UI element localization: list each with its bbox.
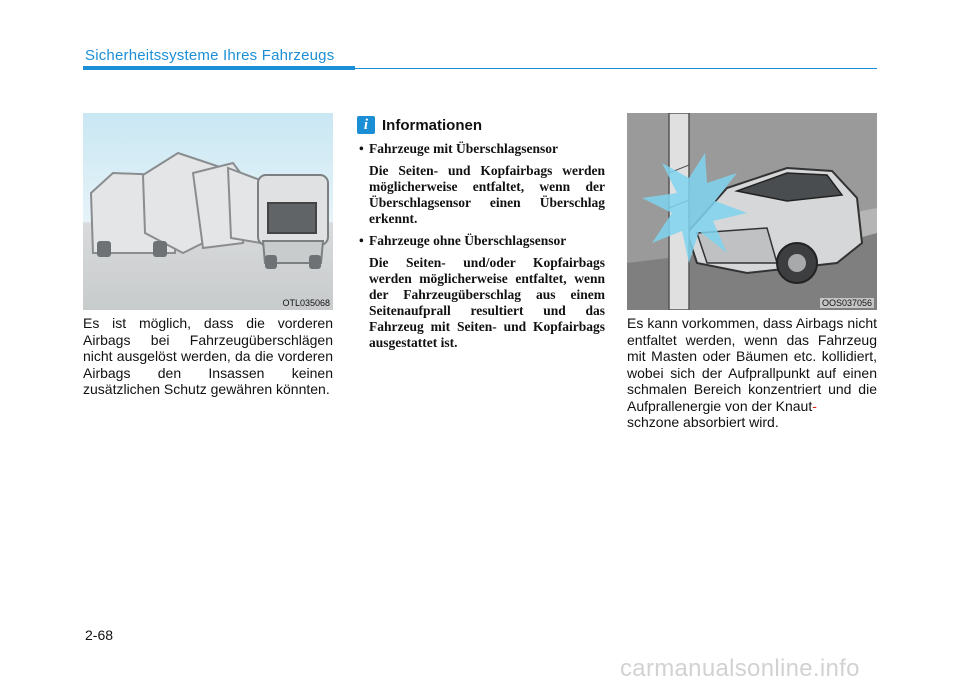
info-item-label: • Fahrzeuge ohne Überschlagsensor xyxy=(357,233,605,249)
info-item-text: Die Seiten- und Kopfairbags werden möglicherweise entfaltet, wenn der Überschlagsensor einen Überschlag erkennt. xyxy=(369,163,605,226)
right-paragraph-main: Es kann vorkommen, dass Airbags nicht entfaltet werden, wenn das Fahrzeug mit Masten oder Bäumen etc. kollidiert, wobei sich der Aufprallpunkt auf einen schmalen Bereich konzentriert und die Aufprallenergie von der Knaut xyxy=(627,315,877,414)
info-item-label: • Fahrzeuge mit Überschlagsensor xyxy=(357,141,605,157)
hyphen-mark: - xyxy=(812,397,817,414)
rollover-illustration xyxy=(83,113,333,310)
header-rule-line xyxy=(355,68,877,69)
figure-code: OTL035068 xyxy=(282,298,330,308)
info-list xyxy=(357,141,605,357)
page-number: 2-68 xyxy=(85,627,114,643)
pole-collision-drawing xyxy=(627,113,877,310)
left-paragraph: Es ist möglich, dass die vorderen Airbags bei Fahrzeugüberschlägen nicht ausgelöst werden, da die vorderen Airbags den Insassen keinen zusätzlichen Schutz gewähren könnten. xyxy=(83,315,333,397)
pole-collision-illustration xyxy=(627,113,877,310)
info-icon: i xyxy=(357,116,375,134)
section-header-title: Sicherheitssysteme Ihres Fahrzeugs xyxy=(85,47,335,64)
right-paragraph-end: schzone absorbiert wird. xyxy=(627,414,779,430)
rollover-drawing xyxy=(83,113,333,310)
right-paragraph xyxy=(627,315,877,431)
figure-code xyxy=(820,298,874,308)
info-item xyxy=(357,141,605,227)
info-item xyxy=(357,233,605,351)
figure-code-text: OOS037056 xyxy=(821,298,872,308)
header-rule-accent xyxy=(83,66,355,70)
watermark: carmanualsonline.info xyxy=(620,655,860,682)
info-item-text: Die Seiten- und/oder Kopfairbags werden möglicherweise entfaltet, wenn der Fahrzeugüberschlag aus einem Seitenaufprall resultiert und das Fahrzeug mit Seiten- und Kopfairbags ausgestattet ist. xyxy=(369,255,605,350)
info-title: Informationen xyxy=(382,117,482,134)
